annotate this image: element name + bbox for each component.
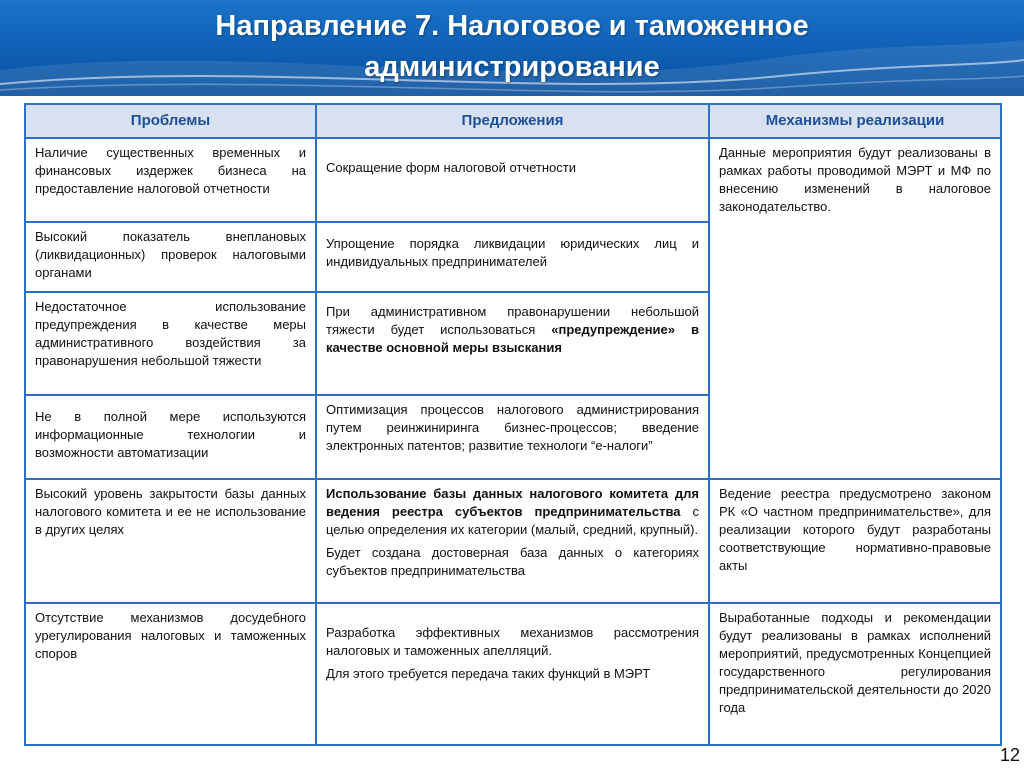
problem-cell [25, 395, 316, 479]
problem-cell [25, 603, 316, 745]
proposal-text: Оптимизация процессов налогового администрирования путем реинжиниринга бизнес-процессов; введение электронных патентов; развитие технологи “е-налоги” [326, 402, 699, 453]
problem-cell [25, 138, 316, 222]
mechanism-text: Данные мероприятия будут реализованы в рамках работы проводимой МЭРТ и МФ по внесению изменений в налоговое законодательство. [719, 145, 991, 214]
table-row [25, 479, 1001, 603]
proposal-text [326, 485, 699, 539]
proposal-text [326, 303, 699, 357]
proposal-bold-text: «предупреждение» в качестве основной меры взыскания [326, 322, 699, 355]
proposal-text-2: Для этого требуется передача таких функций в МЭРТ [326, 666, 651, 681]
proposal-plain-text: При административном правонарушении небольшой тяжести будет использоваться [326, 304, 699, 337]
proposal-cell [316, 292, 709, 395]
problem-text: Высокий уровень закрытости базы данных налогового комитета и ее не использование в других целях [35, 486, 306, 537]
table-row [25, 603, 1001, 745]
problem-text: Не в полной мере используются информационные технологии и возможности автоматизации [35, 409, 306, 460]
table-header-row [25, 104, 1001, 138]
column-header-mechanisms: Механизмы реализации [709, 104, 1001, 138]
mechanism-cell [709, 479, 1001, 603]
problem-cell [25, 292, 316, 395]
column-header-proposals: Предложения [316, 104, 709, 138]
page-number: 12 [999, 745, 1020, 765]
problem-text: Высокий показатель внеплановых (ликвидационных) проверок налоговыми органами [35, 229, 306, 280]
proposal-cell [316, 479, 709, 603]
problem-text: Недостаточное использование предупреждения в качестве меры административного воздействия за правонарушения небольшой тяжести [35, 299, 306, 368]
title-line-2: администрирование [364, 51, 660, 83]
mechanism-text: Выработанные подходы и рекомендации будут реализованы в рамках исполнений мероприятий, предусмотренных Концепцией государственного регулирования предпринимательской деятельности до 2020 года [719, 610, 991, 715]
mechanism-text: Ведение реестра предусмотрено законом РК «О частном предпринимательстве», для реализации которого будут разработаны соответствующие нормативно-правовые акты [719, 486, 991, 573]
column-header-problems: Проблемы [25, 104, 316, 138]
proposal-bold-text: Использование базы данных налогового комитета для ведения реестра субъектов предпринимательства [326, 486, 699, 519]
proposal-cell [316, 603, 709, 745]
proposal-cell [316, 138, 709, 222]
proposal-text: Сокращение форм налоговой отчетности [326, 160, 577, 175]
table-row [25, 138, 1001, 222]
mechanism-cell [709, 603, 1001, 745]
directions-table [24, 103, 1002, 746]
problem-text: Отсутствие механизмов досудебного урегулирования налоговых и таможенных споров [35, 610, 306, 661]
proposal-cell [316, 222, 709, 292]
title-line-1: Направление 7. Налоговое и таможенное [215, 10, 809, 42]
proposal-text: Упрощение порядка ликвидации юридических лиц и индивидуальных предпринимателей [326, 236, 699, 269]
proposal-text: Разработка эффективных механизмов рассмотрения налоговых и таможенных апелляций. [326, 625, 699, 658]
problem-text: Наличие существенных временных и финансовых издержек бизнеса на предоставление налоговой отчетности [35, 145, 306, 196]
mechanism-cell-merged [709, 138, 1001, 479]
proposal-plain-text: с целью определения их категории (малый, средний, крупный). [326, 504, 699, 537]
proposal-text-2: Будет создана достоверная база данных о категориях субъектов предпринимательства [326, 545, 699, 578]
problem-cell [25, 479, 316, 603]
slide-title [0, 6, 1024, 88]
proposal-cell [316, 395, 709, 479]
slide-header [0, 0, 1024, 96]
problem-cell [25, 222, 316, 292]
